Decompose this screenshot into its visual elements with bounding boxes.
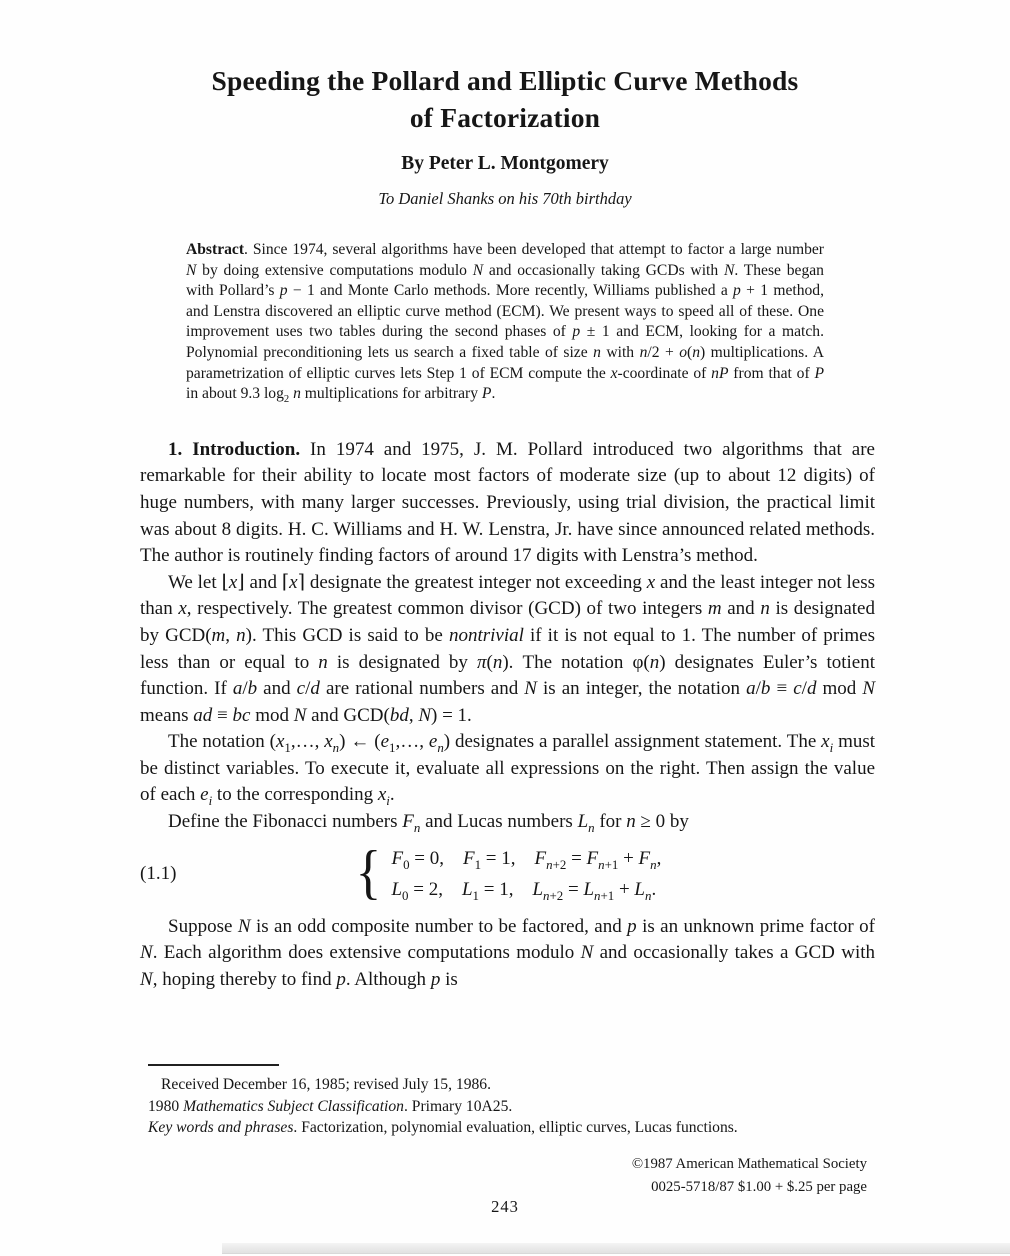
equation-line-fibonacci: $F_0 = 0$, $F_1 = 1$, $F_{n+2} = F_{n+1} + F_n$, bbox=[391, 847, 662, 872]
equation-line-lucas: $L_0 = 2$, $L_1 = 1$, $L_{n+2} = L_{n+1} + L_n$. bbox=[391, 878, 657, 903]
paragraph-floor-ceiling-gcd: We let ⌊x⌋ and ⌈x⌉ designate the greatest integer not exceeding x and the least integer not less than x, respectively. The greatest common divisor (GCD) of two integers m and n is designated by GCD(m, n). This GCD is said to be nontrivial if it is not equal to 1. The number of primes less than or equal to n is designated by π(n). The notation φ(n) designates Euler’s totient function. If a/b and c/d are rational numbers and N is an integer, the notation a/b ≡ c/d mod N means ad ≡ bc mod N and GCD(bd, N) = 1. bbox=[140, 571, 876, 726]
footnote-classification: 1980 Mathematics Subject Classification. Primary 10A25. bbox=[148, 1097, 513, 1115]
paragraph-suppose-n: Suppose N is an odd composite number to be factored, and p is an unknown prime factor of N. Each algorithm does extensive computations modulo N and occasionally takes a GCD with N, hoping thereby to find p. Although p is bbox=[140, 915, 876, 990]
paper-header bbox=[0, 0, 1010, 209]
copyright-imprint bbox=[632, 1153, 867, 1199]
author-byline: By Peter L. Montgomery bbox=[401, 153, 609, 174]
abstract-block bbox=[186, 240, 824, 405]
paragraph-parallel-assignment: The notation ($x_1,\dots$, $x_n$) ← ($e_1,\dots$, $e_n$) designates a parallel assignment statement. The $x_i$ must be distinct variables. To execute it, evaluate all expressions on the right. Then assign the value of each $e_i$ to the corresponding $x_i$. bbox=[140, 731, 876, 809]
dedication-line: To Daniel Shanks on his 70th birthday bbox=[378, 189, 632, 208]
scan-artifact-band bbox=[222, 1243, 1010, 1254]
paragraph-define-fibonacci-lucas: Define the Fibonacci numbers $F_n$ and Lucas numbers $L_n$ for n ≥ 0 by bbox=[168, 811, 689, 835]
abstract-label: Abstract bbox=[186, 241, 245, 258]
equation-body bbox=[218, 838, 797, 905]
title-line-2: of Factorization bbox=[409, 102, 601, 133]
footnote-block bbox=[148, 1064, 878, 1139]
footnote-keywords: Key words and phrases. Factorization, polynomial evaluation, elliptic curves, Lucas functions. bbox=[148, 1119, 738, 1137]
paper-title bbox=[0, 62, 1010, 136]
footnote-rule bbox=[148, 1064, 279, 1066]
issn-price-line: 0025-5718/87 $1.00 + $.25 per page bbox=[651, 1179, 867, 1195]
title-line-1: Speeding the Pollard and Elliptic Curve Methods bbox=[211, 65, 799, 96]
abstract-paragraph bbox=[186, 240, 824, 405]
copyright-line: ©1987 American Mathematical Society bbox=[631, 1156, 867, 1172]
paragraph-introduction: 1. Introduction. In 1974 and 1975, J. M. Pollard introduced two algorithms that are remarkable for their ability to locate most factors of moderate size (up to about 12 digits) of huge numbers, with many larger successes. Previously, using trial division, the practical limit was about 8 digits. H. C. Williams and H. W. Lenstra, Jr. have since announced related methods. The author is routinely finding factors of around 17 digits with Lenstra’s method. bbox=[140, 438, 875, 567]
footnote-received: Received December 16, 1985; revised July 15, 1986. bbox=[161, 1076, 491, 1093]
equation-lines bbox=[391, 843, 661, 905]
equation-label: (1.1) bbox=[140, 862, 177, 884]
abstract-text: . Since 1974, several algorithms have been developed that attempt to factor a large number N by doing extensive computations modulo N and occasionally taking GCDs with N. These began with Pollard’s p − 1 and Monte Carlo methods. More recently, Williams published a p + 1 method, and Lenstra discovered an elliptic curve method (ECM). We present ways to speed all of these. One improvement uses two tables during the second phases of p ± 1 and ECM, looking for a match. Polynomial preconditioning lets us search a fixed table of size n with n/2 + o(n) multiplications. A parametrization of elliptic curves lets Step 1 of ECM compute the x-coordinate of nP from that of P in about 9.3 $\log_2 n$ multiplications for arbitrary P. bbox=[186, 241, 824, 406]
equation-1-1 bbox=[140, 838, 875, 905]
body-text bbox=[140, 437, 875, 994]
page-number: 243 bbox=[491, 1197, 519, 1216]
left-brace-glyph: { bbox=[355, 838, 382, 905]
